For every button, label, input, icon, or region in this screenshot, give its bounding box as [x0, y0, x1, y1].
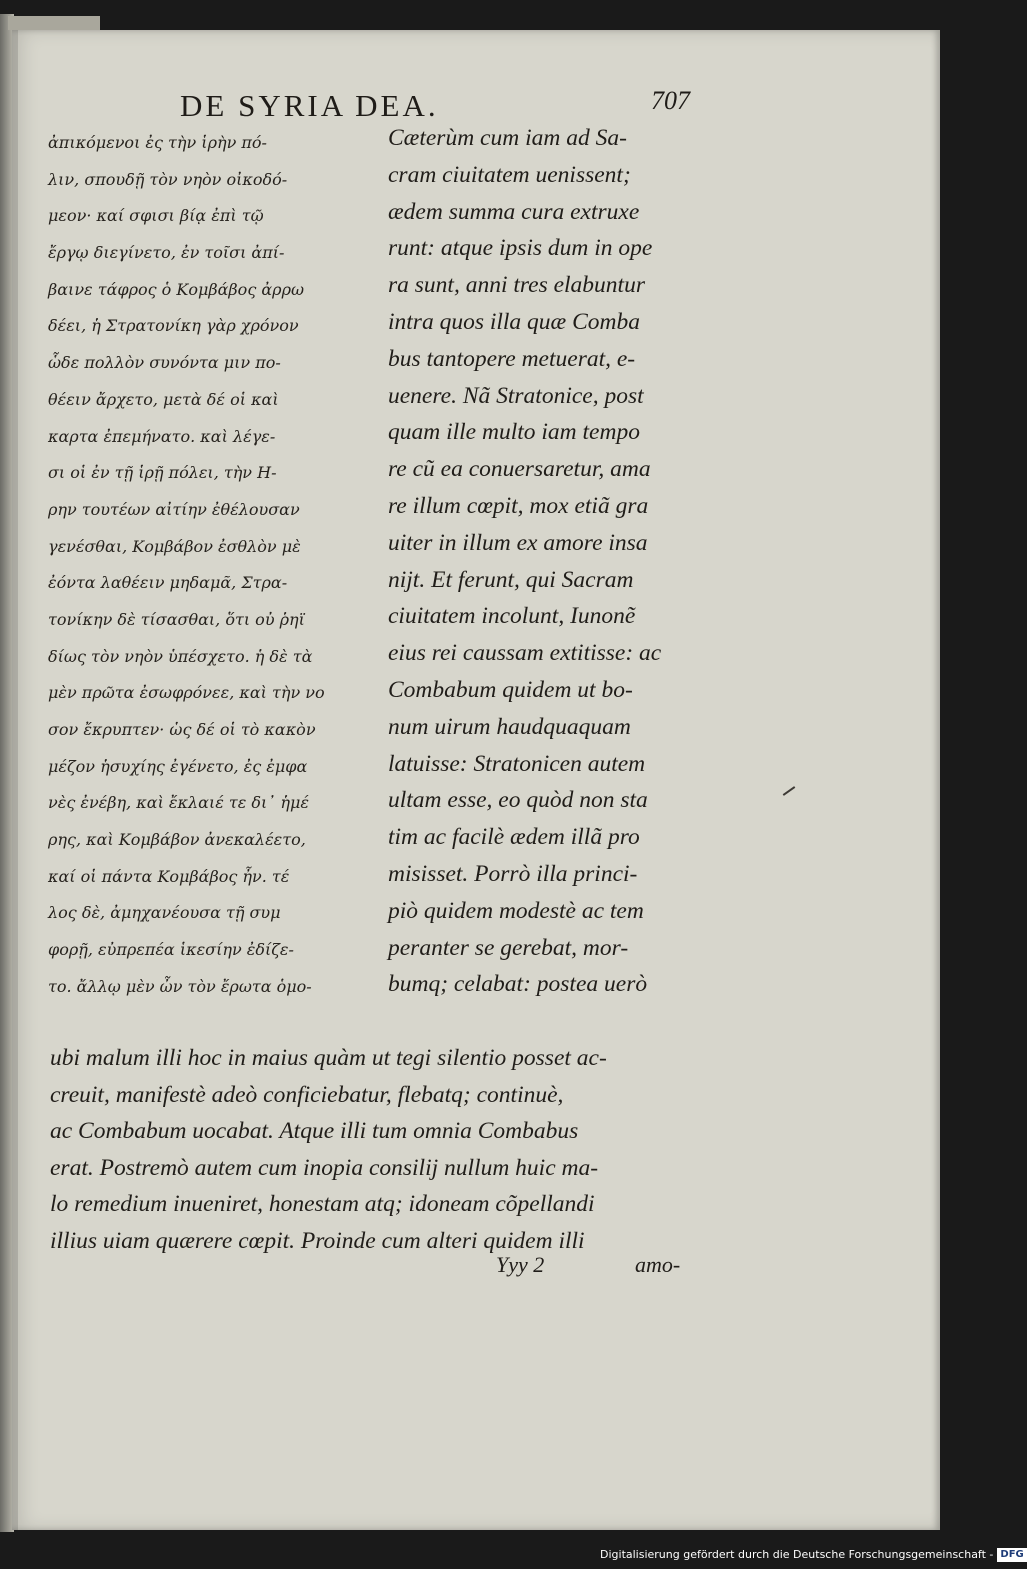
greek-line: τονίκην δὲ τίσασθαι, ὅτι οὐ ῥηϊ	[48, 609, 305, 629]
greek-line: δέει, ἡ Στρατονίκη γὰρ χρόνον	[48, 316, 299, 336]
latin-line: misisset. Porrò illa princi-	[388, 860, 638, 887]
latin-line: ædem summa cura extruxe	[388, 198, 640, 225]
greek-line: ἔργῳ διεγίνετο, ἐν τοῖσι ἀπί-	[48, 243, 285, 263]
greek-line: θέειν ἄρχετο, μετὰ δέ οἱ καὶ	[48, 389, 279, 409]
binding-edge	[8, 16, 100, 30]
dfg-logo-icon: DFG	[997, 1548, 1026, 1562]
greek-line: βαινε τάφρος ὁ Κομβάβος ἀρρω	[48, 279, 305, 299]
running-head: DE SYRIA DEA.	[180, 88, 439, 123]
greek-line: μέζον ἡσυχίης ἐγένετο, ἐς ἐμφα	[48, 756, 308, 776]
credit-text: Digitalisierung gefördert durch die Deutsche Forschungsgemeinschaft -	[600, 1548, 994, 1561]
latin-line: peranter se gerebat, mor-	[388, 934, 629, 961]
latin-line: Combabum quidem ut bo-	[388, 676, 633, 703]
greek-line: καρτα ἐπεμήνατο. καὶ λέγε-	[48, 426, 276, 446]
greek-line: ρης, καὶ Κομβάβον ἀνεκαλέετο,	[48, 830, 306, 850]
signature-mark: Yyy 2	[496, 1252, 545, 1277]
latin-line: uiter in illum ex amore insa	[388, 529, 648, 556]
latin-line: ciuitatem incolunt, Iunonẽ	[388, 603, 636, 630]
catchword: amo-	[635, 1252, 681, 1277]
latin-line: ra sunt, anni tres elabuntur	[388, 272, 645, 299]
greek-line: σον ἔκρυπτεν· ὡς δέ οἱ τὸ κακὸν	[48, 720, 316, 739]
latin-line: bumq; celabat: postea uerò	[388, 971, 648, 998]
greek-line: νὲς ἐνέβη, καὶ ἔκλαιέ τε δι᾽ ἡμέ	[48, 793, 309, 813]
greek-line: σι οἱ ἐν τῇ ἱρῇ πόλει, τὴν Η-	[48, 463, 277, 483]
latin-line: runt: atque ipsis dum in ope	[388, 235, 653, 262]
latin-line: piò quidem modestè ac tem	[388, 897, 644, 924]
latin-line: tim ac facilè ædem illã pro	[388, 824, 640, 851]
latin-line: eius rei caussam extitisse: ac	[388, 640, 662, 667]
catchline	[490, 1250, 710, 1284]
latin-line: nijt. Et ferunt, qui Sacram	[388, 566, 634, 593]
greek-line: καί οἱ πάντα Κομβάβος ἦν. τέ	[48, 866, 290, 886]
greek-line: φορῇ, εὐπρεπέα ἱκεσίην ἐδίζε-	[48, 940, 294, 960]
greek-line: λιν, σπουδῇ τὸν νηὸν οἰκοδό-	[48, 169, 288, 189]
greek-line: λος δὲ, ἀμηχανέουσα τῇ συμ	[48, 903, 281, 923]
greek-line: ἐόντα λαθέειν μηδαμᾶ, Στρα-	[48, 573, 288, 593]
text-line: ubi malum illi hoc in maius quàm ut tegi silentio posset ac-	[50, 1045, 607, 1071]
latin-line: quam ille multo iam tempo	[388, 419, 640, 446]
latin-text-column	[388, 120, 708, 1003]
latin-line: bus tantopere metuerat, e-	[388, 345, 636, 372]
latin-line: num uirum haudquaquam	[388, 713, 631, 740]
latin-line: re illum cœpit, mox etiã gra	[388, 492, 649, 519]
greek-line: το. ἄλλῳ μὲν ὦν τὸν ἔρωτα ὁμο-	[48, 976, 312, 996]
latin-line: intra quos illa quæ Comba	[388, 308, 641, 335]
greek-line: ὧδε πολλὸν συνόντα μιν πο-	[48, 353, 281, 373]
text-line: lo remedium inueniret, honestam atq; idoneam cõpellandi	[50, 1191, 595, 1218]
greek-line: μεον· καί σφισι βίᾳ ἐπὶ τῷ	[48, 206, 264, 226]
greek-line: ρην τουτέων αἰτίην ἐθέλουσαν	[48, 499, 300, 519]
text-line: creuit, manifestè adeò conficiebatur, flebatq; continuè,	[50, 1081, 564, 1108]
greek-line: ἀπικόμενοι ἐς τὴν ἱρὴν πό-	[48, 133, 267, 152]
text-line: ac Combabum uocabat. Atque illi tum omnia Combabus	[50, 1118, 579, 1145]
latin-line: cram ciuitatem uenissent;	[388, 161, 631, 188]
greek-line: δίως τὸν νηὸν ὑπέσχετο. ἡ δὲ τὰ	[48, 646, 313, 666]
latin-line: re cũ ea conuersaretur, ama	[388, 456, 651, 483]
greek-line: γενέσθαι, Κομβάβον ἐσθλὸν μὲ	[48, 536, 301, 556]
spine-shadow	[12, 30, 18, 1530]
text-line: erat. Postremò autem cum inopia consilij nullum huic ma-	[50, 1154, 599, 1181]
latin-line: Cæterùm cum iam ad Sa-	[388, 125, 627, 151]
digitization-credit	[600, 1546, 1024, 1564]
greek-line: μὲν πρῶτα ἐσωφρόνεε, καὶ τὴν νο	[48, 683, 325, 703]
greek-text-column	[48, 125, 373, 1006]
latin-line: uenere. Nã Stratonice, post	[388, 382, 644, 409]
full-width-text	[50, 1040, 700, 1260]
text-line: illius uiam quærere cœpit. Proinde cum alteri quidem illi	[50, 1227, 585, 1254]
latin-line: latuisse: Stratonicen autem	[388, 750, 646, 777]
latin-line: ultam esse, eo quòd non sta	[388, 787, 648, 814]
page-number: 707	[651, 86, 690, 115]
